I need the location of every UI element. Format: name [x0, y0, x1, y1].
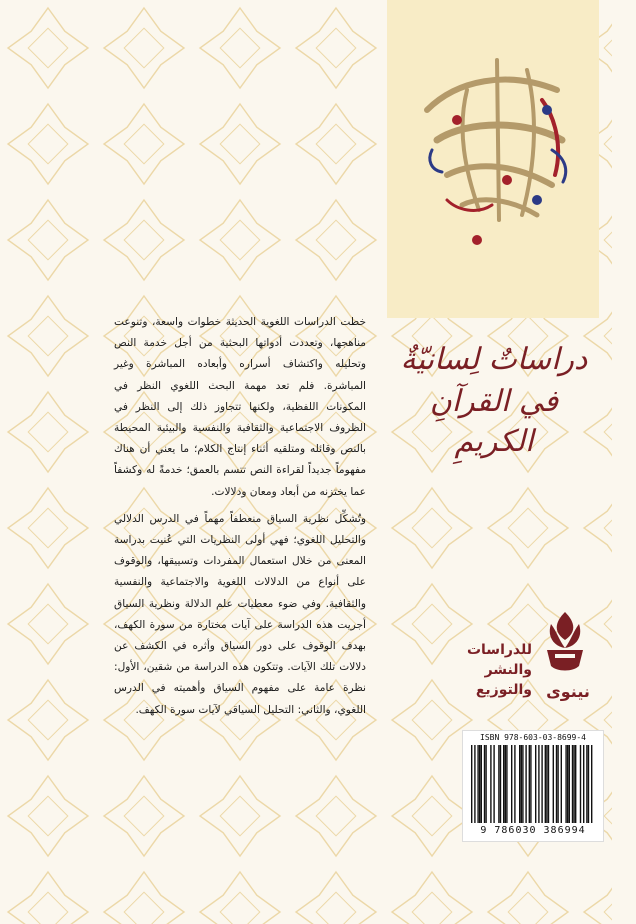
barcode-bar [572, 745, 573, 823]
pattern-diamond [508, 508, 548, 548]
pattern-diamond [124, 220, 164, 260]
barcode-bar [506, 745, 507, 823]
page-edge-strip [612, 0, 636, 924]
pattern-diamond [316, 124, 356, 164]
calligraphy-dot [502, 175, 512, 185]
pattern-diamond [412, 604, 452, 644]
barcode-bar [580, 745, 581, 823]
barcode-bar [538, 745, 539, 823]
barcode-bar [575, 745, 576, 823]
pattern-diamond [412, 700, 452, 740]
pattern-star [8, 872, 88, 924]
barcode-bar [479, 745, 480, 823]
barcode-bar [545, 745, 546, 823]
pattern-star [8, 488, 88, 568]
pattern-diamond [28, 604, 68, 644]
pattern-star [296, 8, 376, 88]
calligraphy-stroke [522, 70, 534, 215]
barcode-bar [556, 745, 557, 823]
barcode-bar [477, 745, 478, 823]
calligraphy-stroke [497, 60, 499, 220]
calligraphy-dot [452, 115, 462, 125]
pattern-diamond [220, 28, 260, 68]
barcode-bar [485, 745, 486, 823]
barcode-digits: 9 786030 386994 [480, 825, 586, 836]
barcode-bar [511, 745, 512, 823]
barcode [471, 745, 595, 823]
barcode-bar [569, 745, 570, 823]
pattern-star [392, 872, 472, 924]
pattern-diamond [220, 220, 260, 260]
barcode-bar [471, 745, 472, 823]
pattern-diamond [28, 796, 68, 836]
title-line-1: دراساتٌ لِسانيّةٌ [400, 342, 588, 377]
barcode-bar [514, 745, 515, 823]
pattern-star [200, 200, 280, 280]
pattern-star [296, 200, 376, 280]
barcode-bar [484, 745, 485, 823]
pattern-diamond [220, 124, 260, 164]
pattern-diamond [124, 892, 164, 924]
pattern-diamond [412, 892, 452, 924]
pattern-star [104, 8, 184, 88]
calligraphy-stroke [430, 150, 442, 172]
barcode-bar [490, 745, 491, 823]
pattern-diamond [412, 508, 452, 548]
pattern-star [296, 104, 376, 184]
book-title [388, 338, 600, 459]
pattern-diamond [28, 316, 68, 356]
pattern-star [8, 392, 88, 472]
pattern-star [104, 872, 184, 924]
isbn-label: ISBN 978-603-03-8699-4 [480, 733, 586, 742]
pattern-star [200, 104, 280, 184]
pattern-diamond [316, 220, 356, 260]
pattern-star [8, 8, 88, 88]
calligraphy-stroke [463, 90, 479, 210]
pattern-star [8, 296, 88, 376]
barcode-bar [535, 745, 536, 823]
barcode-bar [498, 745, 499, 823]
barcode-bar [522, 745, 523, 823]
barcode-bar [591, 745, 592, 823]
pattern-diamond [28, 28, 68, 68]
barcode-bar [530, 745, 531, 823]
barcode-bar [521, 745, 522, 823]
pattern-star [8, 200, 88, 280]
pattern-star [488, 488, 568, 568]
pattern-star [200, 872, 280, 924]
barcode-bar [583, 745, 584, 823]
calligraphy-dot [542, 105, 552, 115]
pattern-star [8, 776, 88, 856]
pattern-diamond [28, 412, 68, 452]
pattern-star [8, 104, 88, 184]
calligraphy-artwork [387, 0, 599, 318]
pattern-star [8, 680, 88, 760]
barcode-bar [505, 745, 506, 823]
barcode-bar [586, 745, 587, 823]
pattern-diamond [28, 124, 68, 164]
pattern-star [296, 872, 376, 924]
blurb-paragraph-1: خطت الدراسات اللغوية الحديثة خطوات واسعة، وتنوعت مناهجها، وتعددت أدواتها البحثية من أجل خدمة النص وتحليله واكتشاف أسراره وأبعاده المباشرة وغير المباشرة. فلم تعد مهمة البحث اللغوي النظر في المكونات اللفظية، ولكنها تتجاوز ذلك إلى النظر في الظروف الاجتماعية والثقافية والنفسية والبيئية المحيطة بالنص وقائله ومتلقيه أثناء إنتاج الكلام؛ ما يعني أن هناك مفهوماً جديداً لقراءة النص تتسم بالعمق؛ خدمةً له وكشفاً عما يختزنه من أبعاد ومعان ودلالات. [114, 316, 366, 498]
pattern-star [392, 776, 472, 856]
pattern-diamond [28, 220, 68, 260]
barcode-bar [588, 745, 589, 823]
publisher-line-2: والنشر [484, 662, 532, 678]
barcode-bar [565, 745, 566, 823]
pattern-star [392, 488, 472, 568]
barcode-bar [546, 745, 547, 823]
pattern-diamond [316, 28, 356, 68]
back-cover-blurb [114, 312, 366, 872]
publisher-line-1: للدراسات [466, 642, 532, 658]
pattern-star [200, 8, 280, 88]
pattern-diamond [28, 700, 68, 740]
pattern-diamond [220, 892, 260, 924]
barcode-bar [500, 745, 501, 823]
publisher-name-block [440, 640, 532, 700]
pattern-diamond [316, 892, 356, 924]
barcode-bar [557, 745, 558, 823]
pattern-diamond [508, 892, 548, 924]
pattern-diamond [28, 508, 68, 548]
barcode-bar [567, 745, 568, 823]
blurb-paragraph-2: وتُشكِّل نظرية السياق منعطفاً مهماً في الدرس الدلالي والتحليل اللغوي؛ فهي أولى النظريات التي عُنيت بدراسة المعنى من خلال استعمال المفردات وتسييقها، والوقوف على أنواع من الدلالات اللغوية والاجتماعية والنفسية والثقافية. وفي ضوء معطيات علم الدلالة ونظرية السياق أجريت هذه الدراسة على آيات مختارة من سورة الكهف، بهدف الوقوف على دور السياق وأثره في الكشف عن دلالات تلك الآيات. وتتكون هذه الدراسة من شقين، الأول: نظرة عامة على مفهوم السياق وأهميته في الدرس اللغوي، والثاني: التحليل السياقي لآيات سورة الكهف. [114, 512, 366, 716]
barcode-bar [503, 745, 504, 823]
calligraphy-stroke [427, 80, 557, 110]
pattern-star [488, 872, 568, 924]
pattern-diamond [412, 796, 452, 836]
pattern-star [104, 104, 184, 184]
barcode-bar [493, 745, 494, 823]
barcode-bar [561, 745, 562, 823]
calligraphy-dot [472, 235, 482, 245]
barcode-bar [553, 745, 554, 823]
barcode-bar [474, 745, 475, 823]
pattern-diamond [124, 124, 164, 164]
publisher-line-3: والتوزيع [475, 682, 532, 698]
isbn-barcode [462, 730, 604, 842]
barcode-bar [519, 745, 520, 823]
pattern-diamond [28, 892, 68, 924]
pattern-star [8, 584, 88, 664]
barcode-bar [529, 745, 530, 823]
barcode-bar [548, 745, 549, 823]
calligraphy-dot [532, 195, 542, 205]
barcode-bar [481, 745, 482, 823]
barcode-bar [573, 745, 574, 823]
barcode-bar [525, 745, 526, 823]
pattern-diamond [124, 28, 164, 68]
title-line-2: في القرآنِ الكريمِ [429, 384, 559, 459]
barcode-bar [541, 745, 542, 823]
pattern-star [104, 200, 184, 280]
publisher-brand: نينوى [546, 682, 590, 701]
calligraphy-artwork-panel [387, 0, 599, 318]
